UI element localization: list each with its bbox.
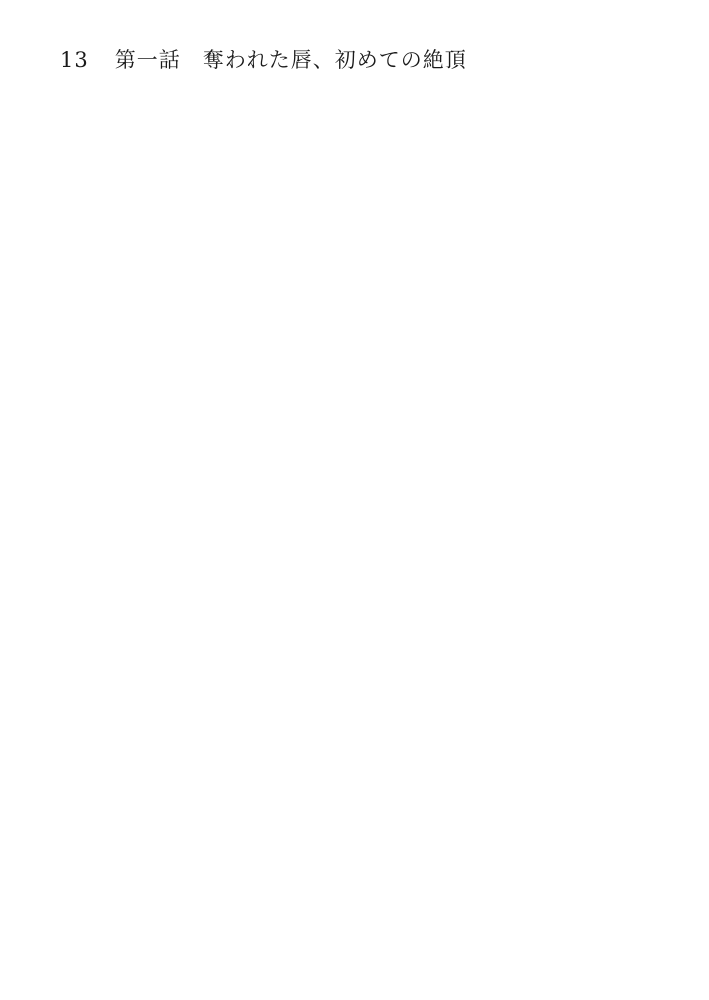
text-column <box>93 95 130 955</box>
page-number: 13 <box>60 48 89 72</box>
text-column <box>533 95 570 955</box>
text-column <box>493 95 530 955</box>
text-column <box>613 95 650 955</box>
text-column <box>173 95 210 955</box>
chapter-label: 第一話 <box>114 48 181 72</box>
text-column <box>373 95 410 955</box>
text-column <box>253 95 290 955</box>
text-column <box>293 95 330 955</box>
text-column <box>413 95 450 955</box>
text-column <box>133 95 170 955</box>
text-column <box>453 95 490 955</box>
running-header <box>60 44 467 74</box>
text-column <box>333 95 370 955</box>
text-column <box>213 95 250 955</box>
text-column <box>573 95 610 955</box>
chapter-title: 奪われた唇、初めての絶頂 <box>202 48 467 72</box>
vertical-body-text <box>80 95 650 955</box>
